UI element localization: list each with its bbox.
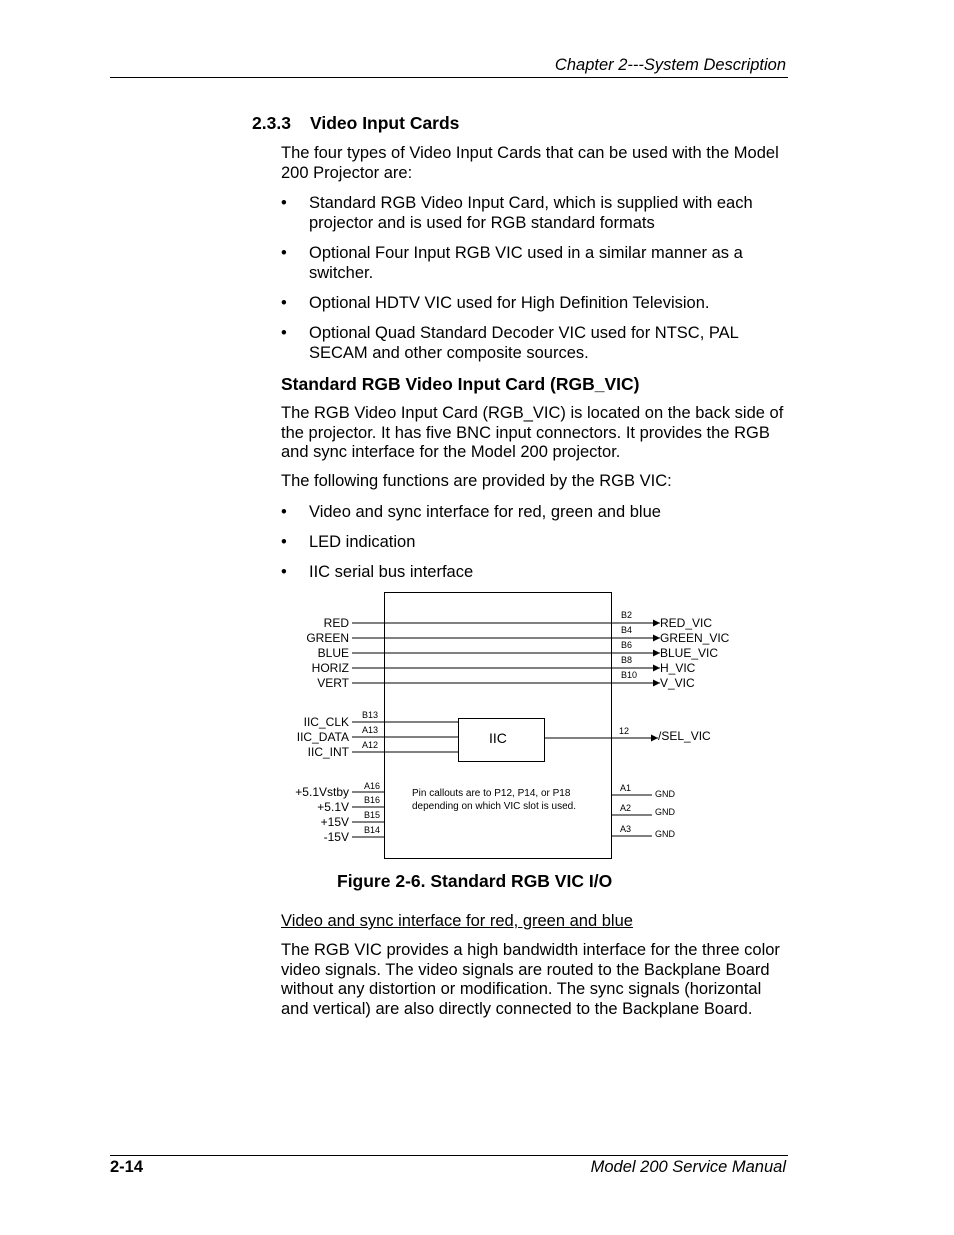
output-label-blue: BLUE_VIC bbox=[660, 646, 719, 660]
chapter-header: Chapter 2---System Description bbox=[554, 56, 786, 74]
output-label-red: RED_VIC bbox=[660, 616, 713, 630]
list-item-text: Optional HDTV VIC used for High Definition Television. bbox=[309, 294, 710, 312]
input-label-vert: VERT bbox=[317, 676, 349, 690]
iic-data-label: IIC_DATA bbox=[296, 730, 349, 744]
bullet-icon: • bbox=[281, 194, 287, 212]
figure-caption: Figure 2-6. Standard RGB VIC I/O bbox=[337, 871, 613, 891]
iic-clk-label: IIC_CLK bbox=[303, 715, 349, 729]
detail-heading: Video and sync interface for red, green and blue bbox=[281, 912, 633, 930]
bullet-icon: • bbox=[281, 563, 287, 581]
output-label-h: H_VIC bbox=[660, 661, 696, 675]
pin-label: B15 bbox=[364, 810, 381, 820]
pin-label: A16 bbox=[364, 781, 381, 791]
pin-note-line1: Pin callouts are to P12, P14, or P18 bbox=[412, 788, 571, 799]
rgb-signal-group bbox=[306, 610, 729, 690]
bullet-icon: • bbox=[281, 503, 287, 521]
pin-label: A1 bbox=[620, 783, 632, 793]
manual-title: Model 200 Service Manual bbox=[590, 1158, 786, 1176]
section-number: 2.3.3 bbox=[252, 113, 291, 133]
list-item-text: Optional Quad Standard Decoder VIC used for NTSC, PAL SECAM and other composite sources. bbox=[309, 324, 739, 362]
input-label-red: RED bbox=[323, 616, 349, 630]
list-item-text: LED indication bbox=[309, 533, 416, 551]
pin-label: B13 bbox=[362, 710, 379, 720]
output-label-v: V_VIC bbox=[660, 676, 695, 690]
sel-vic-label: /SEL_VIC bbox=[658, 729, 711, 743]
power-group bbox=[295, 781, 385, 844]
gnd-label: GND bbox=[655, 789, 675, 799]
list-item-text: Optional Four Input RGB VIC used in a similar manner as a switcher. bbox=[309, 244, 743, 282]
subsection-paragraph: The RGB Video Input Card (RGB_VIC) is located on the back side of the projector. It has five BNC input connectors. It provides the RGB and sync interface for the Model 200 projector. bbox=[281, 404, 784, 462]
pin-label: A2 bbox=[620, 803, 632, 813]
gnd-label: GND bbox=[655, 807, 675, 817]
footer-rule bbox=[110, 1155, 788, 1156]
list-item-text: Video and sync interface for red, green and blue bbox=[309, 503, 661, 521]
power-label: +15V bbox=[320, 815, 349, 829]
output-label-green: GREEN_VIC bbox=[660, 631, 730, 645]
intro-paragraph: The four types of Video Input Cards that can be used with the Model 200 Projector are: bbox=[281, 144, 779, 182]
pin-label: B14 bbox=[364, 825, 381, 835]
power-label: +5.1Vstby bbox=[295, 785, 349, 799]
gnd-label: GND bbox=[655, 829, 675, 839]
gnd-group bbox=[612, 783, 676, 839]
pin-label: B2 bbox=[621, 610, 633, 620]
list-item-text: IIC serial bus interface bbox=[309, 563, 474, 581]
bullet-icon: • bbox=[281, 244, 287, 262]
pin-label: B10 bbox=[621, 670, 638, 680]
bullet-icon: • bbox=[281, 294, 287, 312]
bullet-icon: • bbox=[281, 533, 287, 551]
iic-block-label: IIC bbox=[489, 730, 507, 746]
list-item-text: Standard RGB Video Input Card, which is supplied with each projector and is used for RGB standard formats bbox=[309, 194, 753, 232]
pin-label: A12 bbox=[362, 740, 379, 750]
subsection-heading: Standard RGB Video Input Card (RGB_VIC) bbox=[281, 374, 640, 394]
pin-label: B4 bbox=[621, 625, 633, 635]
functions-intro: The following functions are provided by the RGB VIC: bbox=[281, 472, 672, 490]
pin-note-line2: depending on which VIC slot is used. bbox=[412, 801, 576, 812]
power-label: -15V bbox=[323, 830, 349, 844]
pin-label: B16 bbox=[364, 795, 381, 805]
detail-paragraph: The RGB VIC provides a high bandwidth interface for the three color video signals. The video signals are routed to the Backplane Board without any distortion or modification. The sync signals (horizontal and vertical) are also directly connected to the Backplane Board. bbox=[281, 941, 780, 1018]
input-label-horiz: HORIZ bbox=[311, 661, 349, 675]
bullet-icon: • bbox=[281, 324, 287, 342]
iic-int-label: IIC_INT bbox=[307, 745, 349, 759]
pin-label: A13 bbox=[362, 725, 379, 735]
input-label-green: GREEN bbox=[306, 631, 349, 645]
input-label-blue: BLUE bbox=[317, 646, 349, 660]
iic-group bbox=[297, 710, 711, 762]
pin-label: B6 bbox=[621, 640, 633, 650]
page-number: 2-14 bbox=[110, 1158, 144, 1176]
pin-label: B8 bbox=[621, 655, 633, 665]
section-title: Video Input Cards bbox=[310, 113, 460, 133]
pin-label: 12 bbox=[619, 726, 630, 736]
pin-label: A3 bbox=[620, 824, 632, 834]
power-label: +5.1V bbox=[317, 800, 349, 814]
